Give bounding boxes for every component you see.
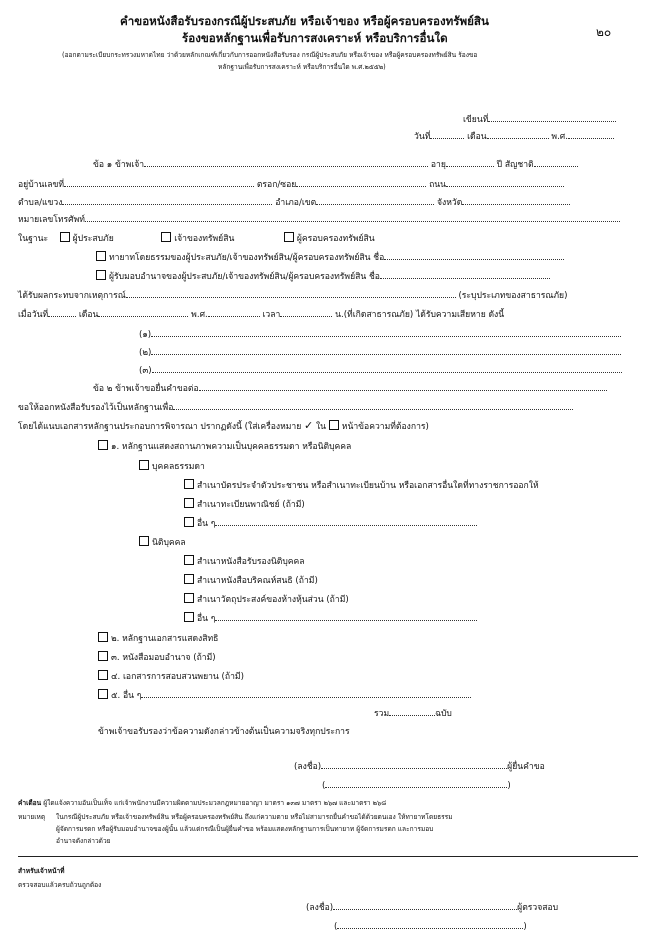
event-field[interactable]: [126, 289, 456, 298]
inspector-title: ผู้ตรวจสอบ: [517, 903, 559, 913]
proxy-name-field[interactable]: [380, 270, 550, 279]
damage-row-1: [139, 328, 621, 341]
age-field[interactable]: [446, 158, 494, 167]
district-label: อำเภอ/เขต: [275, 198, 317, 208]
item4-row: [98, 670, 244, 683]
purpose-row: [18, 401, 573, 414]
written-at-row: [463, 113, 616, 126]
remark-line2: ผู้จัดการมรดก หรือผู้รับมอบอำนาจของผู้นั้น แล้วแต่กรณีเป็นผู้ยื่นคำขอ พร้อมแสดงหลักฐานการเป็นทายาท ผู้จัดการมรดก และการมอบ: [56, 825, 434, 833]
sample-checkbox: [329, 420, 339, 430]
written-at-label: เขียนที่: [463, 115, 489, 125]
remark-line1: ในกรณีผู้ประสบภัย หรือเจ้าของทรัพย์สิน หรือผู้ครอบครองทรัพย์สิน ถึงแก่ความตาย หรือไม่สามารถยื่นคำขอได้ด้วยตนเอง ให้ทายาทโดยธรรม: [56, 813, 453, 821]
juristic-item-3-checkbox[interactable]: [184, 593, 194, 603]
juristic-item-4-label: อื่น ๆ: [197, 614, 216, 624]
natural-person-checkbox[interactable]: [139, 460, 149, 470]
date-row: [414, 130, 614, 143]
item5-label: ๕. อื่น ๆ: [111, 691, 142, 701]
address-row: [18, 178, 564, 191]
victim-option: ผู้ประสบภัย: [72, 234, 114, 244]
phone-field[interactable]: [85, 213, 620, 222]
area-row: [18, 196, 570, 209]
applicant-title: ผู้ยื่นคำขอ: [507, 762, 545, 772]
natural-person-label: บุคคลธรรมดา: [152, 462, 205, 472]
juristic-person-row: [139, 536, 186, 549]
item1-label: ๑. หลักฐานแสดงสถานภาพความเป็นบุคคลธรรมดา หรือนิติบุคคล: [111, 442, 352, 452]
certify-text: ข้าพเจ้าขอรับรองว่าข้อความดังกล่าวข้างต้นเป็นความจริงทุกประการ: [98, 727, 350, 737]
written-at-field[interactable]: [488, 113, 616, 122]
victim-checkbox[interactable]: [60, 232, 70, 242]
item3-row: [98, 651, 216, 664]
remark-label: หมายเหตุ: [18, 813, 46, 821]
nationality-label: สัญชาติ: [504, 160, 534, 170]
juristic-other-field[interactable]: [215, 612, 477, 621]
inspector-close-paren: ): [523, 922, 527, 932]
juristic-item-2-label: สำเนาหนังสือบริคณห์สนธิ (ถ้ามี): [197, 576, 318, 586]
proxy-label: ผู้รับมอบอำนาจของผู้ประสบภัย/เจ้าของทรัพย์สิน/ผู้ครอบครองทรัพย์สิน ชื่อ: [109, 272, 380, 282]
proxy-checkbox[interactable]: [96, 270, 106, 280]
phone-row: [18, 213, 620, 226]
item5-checkbox[interactable]: [98, 689, 108, 699]
warning-label: คำเตือน: [18, 799, 42, 807]
when-day-label: เมื่อวันที่: [18, 310, 49, 320]
year-field[interactable]: [568, 130, 614, 139]
submit-to-row: [93, 382, 607, 395]
item2-label: ๒. หลักฐานเอกสารแสดงสิทธิ: [111, 634, 219, 644]
total-unit: ฉบับ: [435, 709, 452, 719]
page-number: ๒๐: [596, 25, 612, 39]
remark-line3: อำนาจดังกล่าวด้วย: [56, 837, 111, 845]
age-label: อายุ: [430, 160, 446, 170]
damage-field-3[interactable]: [152, 364, 622, 373]
total-field[interactable]: [389, 707, 435, 716]
when-time-field[interactable]: [280, 308, 332, 317]
heir-name-field[interactable]: [384, 251, 564, 260]
road-field[interactable]: [446, 178, 564, 187]
road-label: ถนน: [429, 180, 447, 190]
damage-row-2: [139, 346, 621, 359]
juristic-item-2-checkbox[interactable]: [184, 574, 194, 584]
form-subtitle-line2: หลักฐานเพื่อรับการสงเคราะห์ หรือบริการอื่นใด พ.ศ.๒๕๕๒): [218, 63, 386, 71]
total-row: [374, 707, 452, 720]
natural-item-2: [184, 498, 305, 511]
inspector-sign-prefix: (ลงชื่อ): [306, 903, 334, 913]
inspector-signature-field[interactable]: [333, 901, 517, 910]
warning-text: ผู้ใดแจ้งความอันเป็นเท็จ แก่เจ้าพนักงานมีความผิดตามประมวลกฎหมายอาญา มาตรา ๑๓๗ มาตรา ๒๖๗ และมาตรา ๒๖๘: [43, 799, 387, 807]
inspector-printed-name-field[interactable]: [337, 920, 523, 929]
inspector-name-row: [334, 920, 527, 933]
event-row: [18, 289, 567, 302]
purpose-label: ขอให้ออกหนังสือรับรองไว้เป็นหลักฐานเพื่อ: [18, 403, 174, 413]
damage-label-3: (๓): [139, 366, 152, 376]
item2-checkbox[interactable]: [98, 632, 108, 642]
inspector-signature-row: [306, 901, 558, 914]
when-year-field[interactable]: [208, 308, 260, 317]
natural-item-2-label: สำเนาทะเบียนพาณิชย์ (ถ้ามี): [197, 500, 305, 510]
attach-suffix: หน้าข้อความที่ต้องการ): [341, 422, 429, 432]
officer-checked: ตรวจสอบแล้วครบถ้วนถูกต้อง: [18, 881, 102, 889]
district-field[interactable]: [316, 196, 434, 205]
checkmark-icon: ✓: [304, 419, 314, 432]
month-field[interactable]: [487, 130, 549, 139]
when-month-label: เดือน: [78, 310, 99, 320]
month-label: เดือน: [467, 132, 487, 142]
divider: [18, 856, 638, 857]
subdistrict-label: ตำบล/แขวง: [18, 198, 63, 208]
damage-field-1[interactable]: [151, 328, 621, 337]
item1-checkbox[interactable]: [98, 440, 108, 450]
natural-item-2-checkbox[interactable]: [184, 498, 194, 508]
applicant-name-row: [322, 779, 511, 792]
item3-checkbox[interactable]: [98, 651, 108, 661]
form-title-line1: คำขอหนังสือรับรองกรณีผู้ประสบภัย หรือเจ้าของ หรือผู้ครอบครองทรัพย์สิน: [120, 14, 489, 28]
form-subtitle-line1: (ออกตามระเบียบกระทรวงมหาดไทย ว่าด้วยหลักเกณฑ์เกี่ยวกับการออกหนังสือรับรอง กรณีผู้ประสบภัย หรือเจ้าของ หรือผู้ครอบครองทรัพย์สิน ร้องขอ: [62, 51, 478, 59]
submit-to-field[interactable]: [199, 382, 607, 391]
close-paren: ): [507, 781, 511, 791]
phone-label: หมายเลขโทรศัพท์: [18, 215, 85, 225]
date-field[interactable]: [430, 130, 464, 139]
warning-row: [18, 798, 386, 808]
item4-checkbox[interactable]: [98, 670, 108, 680]
natural-person-row: [139, 460, 205, 473]
possessor-checkbox[interactable]: [284, 232, 294, 242]
attach-intro-row: [18, 420, 429, 433]
inspector-open-paren: (: [334, 922, 338, 932]
heir-label: ทายาทโดยธรรมของผู้ประสบภัย/เจ้าของทรัพย์สิน/ผู้ครอบครองทรัพย์สิน ชื่อ: [109, 253, 385, 263]
attach-in: ใน: [315, 422, 327, 432]
house-no-label: อยู่บ้านเลขที่: [18, 180, 65, 190]
item2-row: [98, 632, 218, 645]
owner-checkbox[interactable]: [161, 232, 171, 242]
province-label: จังหวัด: [436, 198, 463, 208]
juristic-item-3-label: สำเนาวัตถุประสงค์ของห้างหุ้นส่วน (ถ้ามี): [197, 595, 349, 605]
applicant-name-field[interactable]: [144, 158, 428, 167]
applicant-row: [93, 158, 578, 171]
nationality-field[interactable]: [534, 158, 578, 167]
heir-row: [96, 251, 564, 264]
house-no-field[interactable]: [64, 178, 254, 187]
item5-field[interactable]: [141, 689, 471, 698]
natural-item-3-checkbox[interactable]: [184, 517, 194, 527]
natural-item-3-label: อื่น ๆ: [197, 519, 216, 529]
juristic-item-1-checkbox[interactable]: [184, 555, 194, 565]
juristic-person-checkbox[interactable]: [139, 536, 149, 546]
proxy-row: [96, 270, 550, 283]
applicant-signature-field[interactable]: [321, 760, 507, 769]
item1-row: [98, 440, 351, 453]
natural-item-3: [184, 517, 477, 530]
natural-item-1-checkbox[interactable]: [184, 479, 194, 489]
damage-label-2: (๒): [139, 348, 152, 358]
total-label: รวม: [374, 709, 390, 719]
purpose-field[interactable]: [173, 401, 573, 410]
section2-label: ข้อ ๒ ข้าพเจ้าขอยื่นคำขอต่อ: [93, 384, 199, 394]
alley-label: ตรอก/ซอย: [256, 180, 297, 190]
attach-intro: โดยได้แนบเอกสารหลักฐานประกอบการพิจารณา ปรากฏดังนี้ (ใส่เครื่องหมาย: [18, 422, 302, 432]
natural-other-field[interactable]: [215, 517, 477, 526]
open-paren: (: [322, 781, 326, 791]
when-row: [18, 308, 504, 321]
item4-label: ๔. เอกสารการสอบสวนพยาน (ถ้ามี): [111, 672, 244, 682]
when-month-field[interactable]: [98, 308, 188, 317]
natural-item-1: [184, 479, 539, 492]
years-label: ปี: [496, 160, 503, 170]
applicant-sign-prefix: (ลงชื่อ): [294, 762, 322, 772]
juristic-item-2: [184, 574, 318, 587]
juristic-item-4: [184, 612, 477, 625]
juristic-item-1-label: สำเนาหนังสือรับรองนิติบุคคล: [197, 557, 305, 567]
year-label: พ.ศ.: [551, 132, 568, 142]
subdistrict-field[interactable]: [62, 196, 272, 205]
applicant-printed-name-field[interactable]: [325, 779, 507, 788]
damage-field-2[interactable]: [151, 346, 621, 355]
when-year-label: พ.ศ.: [191, 310, 208, 320]
affected-label: ได้รับผลกระทบจากเหตุการณ์: [18, 291, 126, 301]
disaster-type-hint: (ระบุประเภทของสาธารณภัย): [458, 291, 568, 301]
when-time-label: เวลา: [262, 310, 281, 320]
officer-heading: สำหรับเจ้าหน้าที่: [18, 867, 65, 875]
province-field[interactable]: [462, 196, 570, 205]
status-row: [18, 232, 375, 245]
item3-label: ๓. หนังสือมอบอำนาจ (ถ้ามี): [111, 653, 216, 663]
section1-label: ข้อ ๑ ข้าพเจ้า: [93, 160, 145, 170]
damage-label-1: (๑): [139, 330, 152, 340]
item5-row: [98, 689, 471, 702]
juristic-item-3: [184, 593, 349, 606]
natural-item-1-label: สำเนาบัตรประจำตัวประชาชน หรือสำเนาทะเบียนบ้าน หรือเอกสารอื่นใดที่ทางราชการออกให้: [197, 481, 539, 491]
when-place-label: น.(ที่เกิดสาธารณภัย) ได้รับความเสียหาย ดังนี้: [335, 310, 505, 320]
juristic-person-label: นิติบุคคล: [152, 538, 186, 548]
juristic-item-1: [184, 555, 305, 568]
when-day-field[interactable]: [48, 308, 76, 317]
possessor-option: ผู้ครอบครองทรัพย์สิน: [296, 234, 375, 244]
applicant-signature-row: [294, 760, 545, 773]
date-label: วันที่: [414, 132, 431, 142]
heir-checkbox[interactable]: [96, 251, 106, 261]
owner-option: เจ้าของทรัพย์สิน: [174, 234, 235, 244]
status-label: ในฐานะ: [18, 234, 49, 244]
form-title-line2: ร้องขอหลักฐานเพื่อรับการสงเคราะห์ หรือบริการอื่นใด: [182, 31, 448, 45]
juristic-item-4-checkbox[interactable]: [184, 612, 194, 622]
alley-field[interactable]: [296, 178, 426, 187]
damage-row-3: [139, 364, 622, 377]
